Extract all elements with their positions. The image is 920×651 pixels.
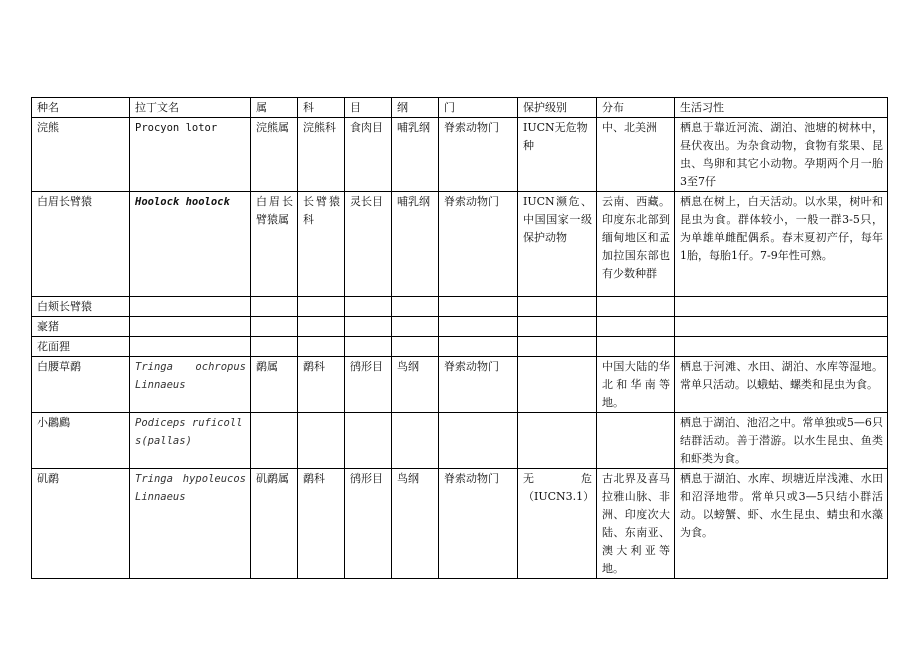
genus-cell	[251, 413, 298, 469]
order-cell: 食肉目	[345, 118, 392, 192]
header-cell: 拉丁文名	[130, 98, 251, 118]
order-cell: 灵长目	[345, 192, 392, 297]
latin-name	[130, 357, 251, 413]
status-source: （IUCN3.1）	[523, 490, 595, 503]
phylum-cell: 脊索动物门	[439, 192, 518, 297]
table-row	[32, 297, 888, 317]
phylum-cell: 脊索动物门	[439, 357, 518, 413]
habits-cell: 栖息在树上，白天活动。以水果，树叶和昆虫为食。群体较小，一般一群3-5只，为单雄单雌配偶系。春末夏初产仔，每年1胎，每胎1仔。7-9年性可熟。	[675, 192, 888, 297]
phylum-cell: 脊索动物门	[439, 118, 518, 192]
genus-cell: 矶鹬属	[251, 469, 298, 579]
phylum-cell: 脊索动物门	[439, 469, 518, 579]
status-cell	[518, 413, 597, 469]
habits-cell: 栖息于湖泊、水库、坝塘近岸浅滩、水田和沼泽地带。常单只或3—5只结小群活动。以螃蟹、虾、水生昆虫、蜻虫和水藻为食。	[675, 469, 888, 579]
distribution-cell: 中国大陆的华北和华南等地。	[597, 357, 675, 413]
genus-cell: 鹬属	[251, 357, 298, 413]
table-row	[32, 317, 888, 337]
latin-author: Linnaeus	[135, 379, 186, 391]
distribution-cell: 古北界及喜马拉雅山脉、非洲、印度次大陆、东南亚、澳大利亚等地。	[597, 469, 675, 579]
header-cell: 目	[345, 98, 392, 118]
latin-name: Podiceps ruficolls(pallas)	[130, 413, 251, 469]
table-row	[32, 337, 888, 357]
status-part: 无	[523, 472, 534, 485]
table-row	[32, 413, 888, 469]
latin-name: Procyon lotor	[130, 118, 251, 192]
header-cell: 纲	[392, 98, 439, 118]
species-name: 花面狸	[32, 337, 130, 357]
species-name: 浣熊	[32, 118, 130, 192]
habits-cell: 栖息于湖泊、池沼之中。常单独或5—6只结群活动。善于潜游。以水生昆虫、鱼类和虾类为食。	[675, 413, 888, 469]
header-cell: 分布	[597, 98, 675, 118]
header-cell: 保护级别	[518, 98, 597, 118]
order-cell	[345, 413, 392, 469]
distribution-cell: 中、北美洲	[597, 118, 675, 192]
table-row	[32, 192, 888, 297]
distribution-cell: 云南、西藏。印度东北部到缅甸地区和孟加拉国东部也有少数种群	[597, 192, 675, 297]
class-cell: 鸟纲	[392, 357, 439, 413]
latin-genus: Tringa	[135, 361, 173, 373]
table-row	[32, 469, 888, 579]
species-table	[31, 97, 888, 579]
species-name: 小鸊鷉	[32, 413, 130, 469]
header-cell: 门	[439, 98, 518, 118]
latin-species: hypoleucos	[182, 473, 246, 485]
species-name: 白腰草鹬	[32, 357, 130, 413]
habits-cell: 栖息于河滩、水田、湖泊、水库等湿地。常单只活动。以蛾蛄、螺类和昆虫为食。	[675, 357, 888, 413]
latin-species: ochropus	[195, 361, 246, 373]
genus-cell: 白眉长臂猿属	[251, 192, 298, 297]
status-cell: IUCN濒危、中国国家一级保护动物	[518, 192, 597, 297]
species-name: 豪猪	[32, 317, 130, 337]
phylum-cell	[439, 413, 518, 469]
family-cell: 鹬科	[298, 357, 345, 413]
family-cell: 鹬科	[298, 469, 345, 579]
class-cell	[392, 413, 439, 469]
latin-author: Linnaeus	[135, 491, 186, 503]
table-row	[32, 357, 888, 413]
class-cell: 哺乳纲	[392, 118, 439, 192]
header-cell: 属	[251, 98, 298, 118]
header-cell: 科	[298, 98, 345, 118]
status-cell	[518, 469, 597, 579]
genus-cell: 浣熊属	[251, 118, 298, 192]
family-cell: 浣熊科	[298, 118, 345, 192]
class-cell: 鸟纲	[392, 469, 439, 579]
status-cell	[518, 357, 597, 413]
latin-name: Hoolock hoolock	[130, 192, 251, 297]
species-name: 白眉长臂猿	[32, 192, 130, 297]
order-cell: 鸻形目	[345, 469, 392, 579]
order-cell: 鸻形目	[345, 357, 392, 413]
family-cell	[298, 413, 345, 469]
table-row	[32, 118, 888, 192]
header-row	[32, 98, 888, 118]
habits-cell: 栖息于靠近河流、湖泊、池塘的树林中，昼伏夜出。为杂食动物，食物有浆果、昆虫、鸟卵和其它小动物。孕期两个月一胎3至7仔	[675, 118, 888, 192]
header-cell: 生活习性	[675, 98, 888, 118]
class-cell: 哺乳纲	[392, 192, 439, 297]
latin-name	[130, 469, 251, 579]
status-cell: IUCN无危物种	[518, 118, 597, 192]
family-cell: 长臂猿科	[298, 192, 345, 297]
latin-genus: Tringa	[135, 473, 173, 485]
distribution-cell	[597, 413, 675, 469]
species-name: 矶鹬	[32, 469, 130, 579]
species-name: 白颊长臂猿	[32, 297, 130, 317]
species-table-sheet	[31, 97, 888, 579]
header-cell: 种名	[32, 98, 130, 118]
status-part: 危	[581, 472, 592, 485]
